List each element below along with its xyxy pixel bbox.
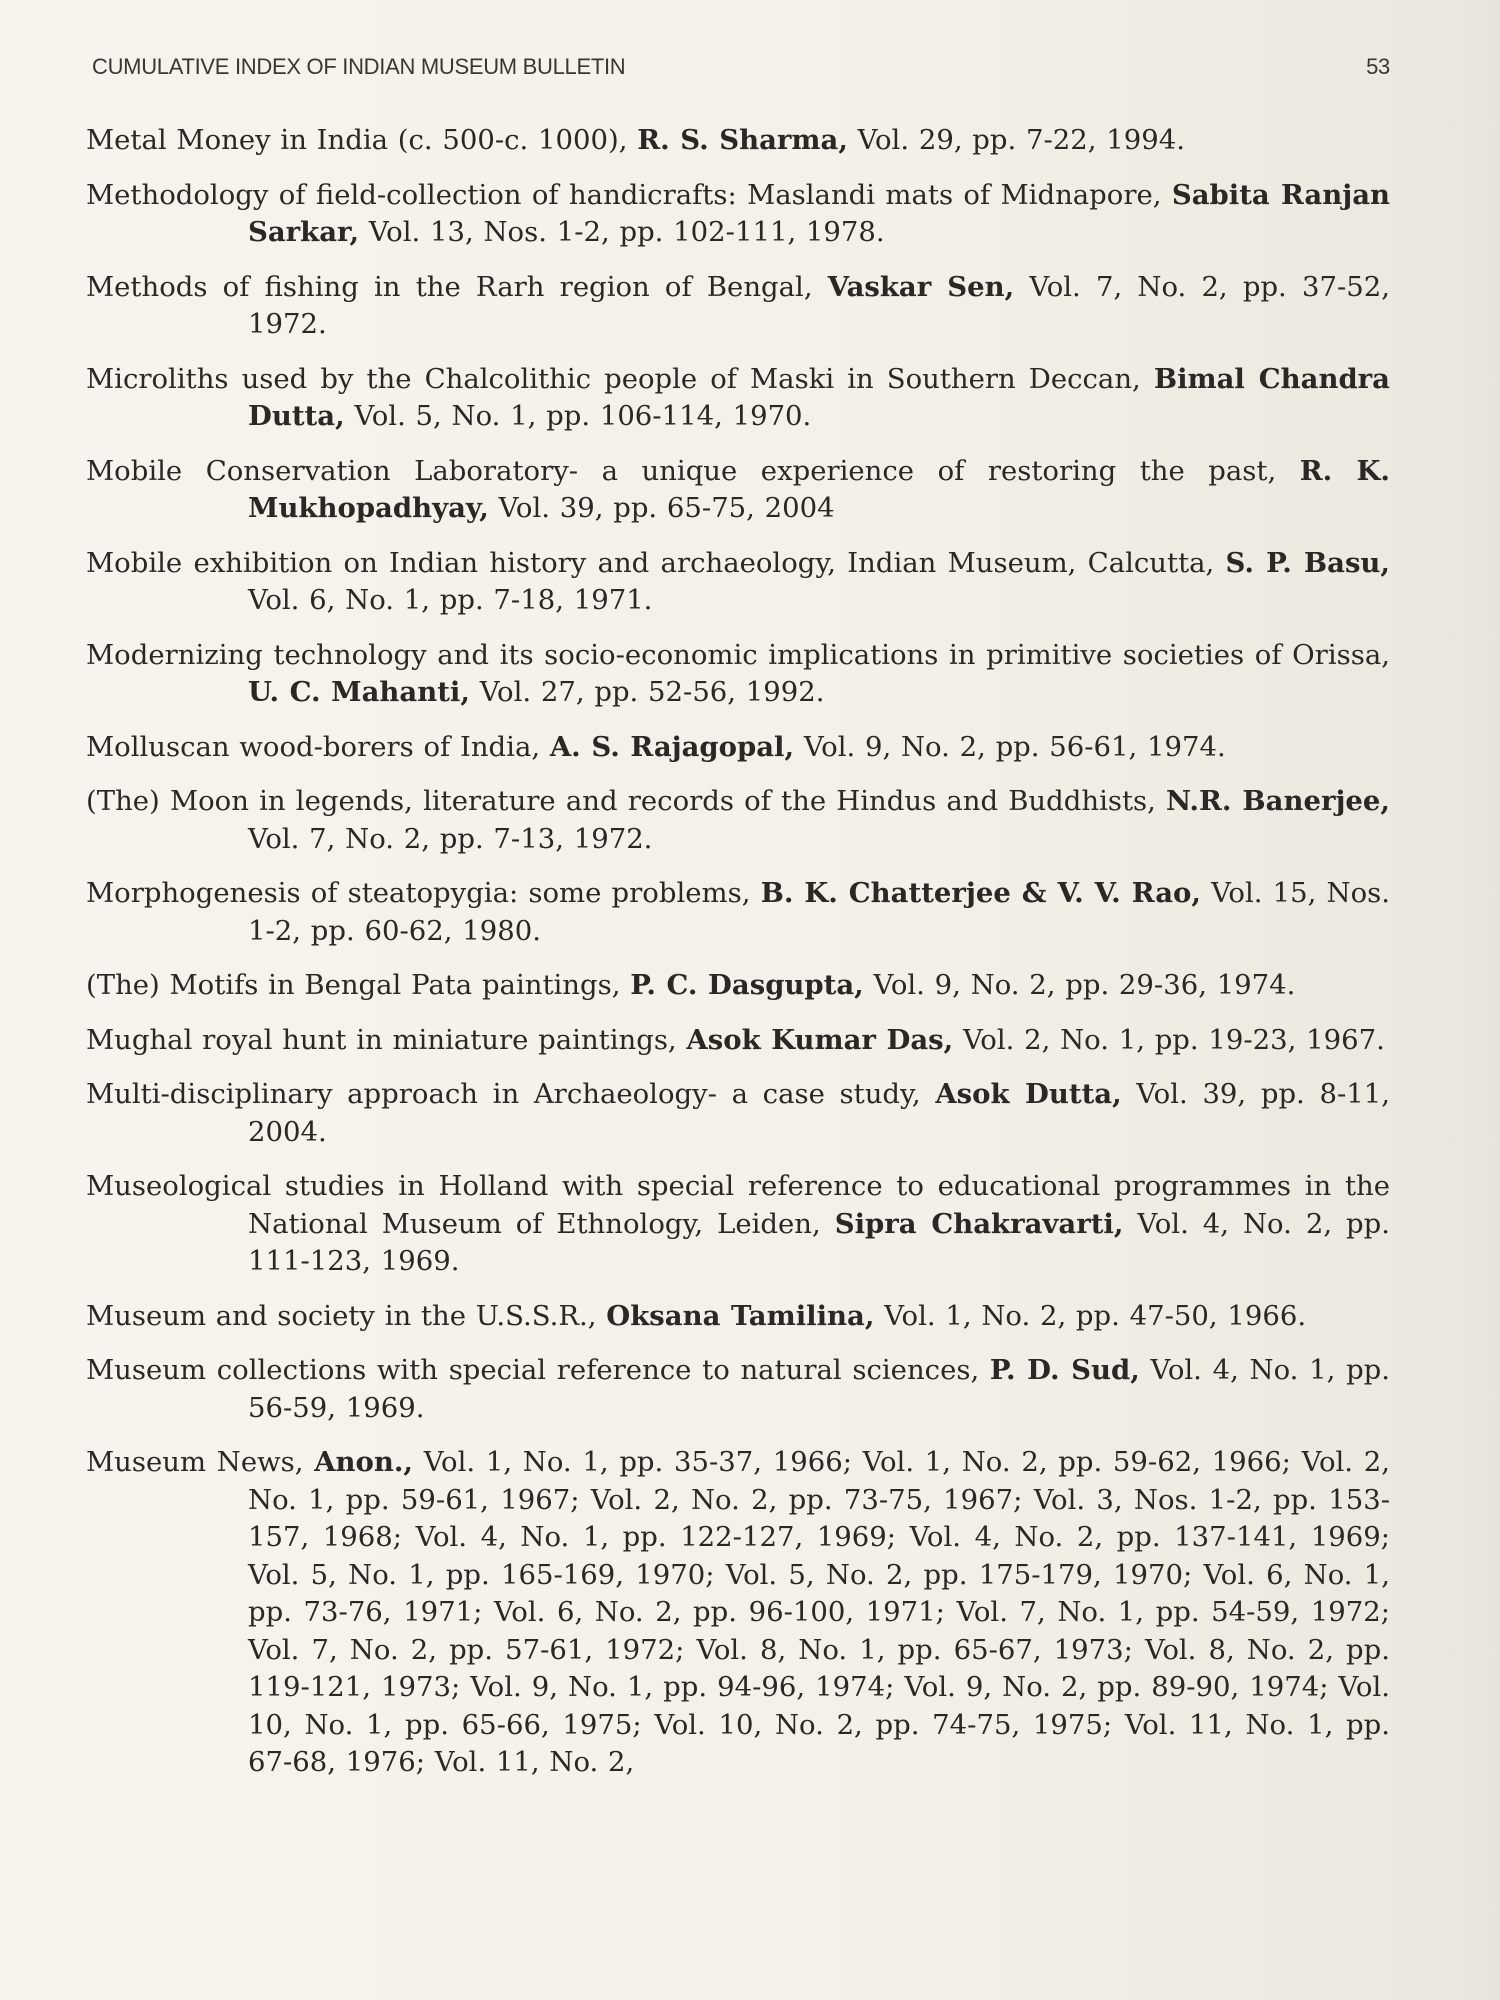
entry-title: Mobile Conservation Laboratory- a unique experience of restoring the past,	[86, 454, 1300, 487]
entry-author: R. S. Sharma,	[637, 124, 848, 156]
entry-reference: Vol. 7, No. 2, pp. 7-13, 1972.	[248, 822, 653, 855]
entry-reference: Vol. 1, No. 2, pp. 47-50, 1966.	[874, 1299, 1307, 1332]
entry-author: P. D. Sud,	[989, 1354, 1140, 1386]
index-entry	[86, 122, 1390, 160]
index-entry	[86, 1168, 1390, 1281]
entry-title: Methods of fishing in the Rarh region of Bengal,	[86, 270, 828, 303]
entry-title: Modernizing technology and its socio-economic implications in primitive societies of Orissa,	[86, 638, 1390, 671]
entry-title: Microliths used by the Chalcolithic people of Maski in Southern Deccan,	[86, 362, 1154, 395]
entry-author: Asok Kumar Das,	[686, 1023, 954, 1056]
entry-author: A. S. Rajagopal,	[549, 730, 795, 763]
entry-author: N.R. Banerjee,	[1166, 785, 1390, 817]
index-entry	[86, 729, 1390, 767]
entry-author: Asok Dutta,	[935, 1078, 1122, 1110]
index-entry	[86, 875, 1390, 950]
entry-reference: Vol. 7, No. 2, pp. 37-52, 1972.	[248, 270, 1390, 340]
entry-reference: Vol. 5, No. 1, pp. 106-114, 1970.	[344, 400, 812, 432]
entry-reference: Vol. 2, No. 1, pp. 19-23, 1967.	[953, 1023, 1385, 1056]
entry-title: Molluscan wood-borers of India,	[86, 730, 550, 763]
entry-title: Mughal royal hunt in miniature paintings,	[86, 1023, 687, 1056]
entry-reference: Vol. 39, pp. 65-75, 2004	[488, 492, 835, 524]
entry-title: Methodology of field-collection of handicrafts: Maslandi mats of Midnapore,	[86, 178, 1172, 211]
entry-reference: Vol. 1, No. 1, pp. 35-37, 1966; Vol. 1, No. 2, pp. 59-62, 1966; Vol. 2, No. 1, pp. 59-61, 1967; Vol. 2, No. 2, pp. 73-75, 1967; Vol. 3, Nos. 1-2, pp. 153-157, 1968; Vol. 4, No. 1, pp. 122-127, 1969; Vol. 4, No. 2, pp. 137-141, 1969; Vol. 5, No. 1, pp. 165-169, 1970; Vol. 5, No. 2, pp. 175-179, 1970; Vol. 6, No. 1, pp. 73-76, 1971; Vol. 6, No. 2, pp. 96-100, 1971; Vol. 7, No. 1, pp. 54-59, 1972; Vol. 7, No. 2, pp. 57-61, 1972; Vol. 8, No. 1, pp. 65-67, 1973; Vol. 8, No. 2, pp. 119-121, 1973; Vol. 9, No. 1, pp. 94-96, 1974; Vol. 9, No. 2, pp. 89-90, 1974; Vol. 10, No. 1, pp. 65-66, 1975; Vol. 10, No. 2, pp. 74-75, 1975; Vol. 11, No. 1, pp. 67-68, 1976; Vol. 11, No. 2,	[248, 1446, 1390, 1778]
index-entry	[86, 1022, 1390, 1060]
index-entry	[86, 1352, 1390, 1427]
index-entry	[86, 177, 1390, 252]
entry-title: Mobile exhibition on Indian history and archaeology, Indian Museum, Calcutta,	[86, 546, 1226, 579]
entry-reference: Vol. 9, No. 2, pp. 29-36, 1974.	[863, 969, 1296, 1001]
entry-author: Bimal Chandra Dutta,	[248, 362, 1390, 432]
entry-reference: Vol. 9, No. 2, pp. 56-61, 1974.	[794, 730, 1226, 763]
entry-author: R. K. Mukhopadhyay,	[248, 454, 1390, 524]
index-entry	[86, 1298, 1390, 1336]
entry-author: S. P. Basu,	[1225, 546, 1390, 579]
running-header	[92, 54, 1390, 80]
entry-reference: Vol. 6, No. 1, pp. 7-18, 1971.	[248, 584, 653, 616]
index-entry	[86, 637, 1390, 712]
entry-title: Multi-disciplinary approach in Archaeology- a case study,	[86, 1078, 936, 1110]
entry-reference: Vol. 4, No. 1, pp. 56-59, 1969.	[248, 1354, 1391, 1424]
entry-author: P. C. Dasgupta,	[630, 969, 864, 1001]
index-entry-list	[86, 122, 1390, 1799]
entry-title: Morphogenesis of steatopygia: some problems,	[86, 877, 761, 909]
entry-title: (The) Moon in legends, literature and records of the Hindus and Buddhists,	[86, 785, 1167, 817]
entry-author: Sabita Ranjan Sarkar,	[248, 178, 1391, 248]
entry-author: U. C. Mahanti,	[248, 676, 470, 708]
page-number: 53	[1366, 54, 1390, 79]
entry-title: (The) Motifs in Bengal Pata paintings,	[86, 969, 631, 1001]
index-entry	[86, 269, 1390, 344]
entry-title: Museum News,	[86, 1446, 315, 1478]
entry-author: B. K. Chatterjee & V. V. Rao,	[760, 877, 1201, 909]
entry-title: Metal Money in India (c. 500-c. 1000),	[86, 124, 638, 156]
index-entry	[86, 1444, 1390, 1782]
index-entry	[86, 453, 1390, 528]
entry-title: Museum and society in the U.S.S.R.,	[86, 1299, 607, 1332]
index-entry	[86, 1076, 1390, 1151]
index-entry	[86, 545, 1390, 620]
index-entry	[86, 967, 1390, 1005]
index-entry	[86, 783, 1390, 858]
entry-reference: Vol. 15, Nos. 1-2, pp. 60-62, 1980.	[248, 877, 1390, 947]
entry-author: Anon.,	[314, 1446, 414, 1478]
entry-reference: Vol. 13, Nos. 1-2, pp. 102-111, 1978.	[359, 216, 885, 248]
index-entry	[86, 361, 1390, 436]
entry-reference: Vol. 4, No. 2, pp. 111-123, 1969.	[248, 1207, 1390, 1277]
entry-reference: Vol. 27, pp. 52-56, 1992.	[469, 676, 825, 708]
entry-author: Vaskar Sen,	[827, 270, 1015, 303]
entry-reference: Vol. 39, pp. 8-11, 2004.	[248, 1078, 1390, 1148]
entry-title: Museum collections with special reference to natural sciences,	[86, 1354, 990, 1386]
entry-author: Oksana Tamilina,	[606, 1299, 875, 1332]
entry-author: Sipra Chakravarti,	[834, 1207, 1124, 1240]
entry-reference: Vol. 29, pp. 7-22, 1994.	[847, 124, 1185, 156]
running-title: CUMULATIVE INDEX OF INDIAN MUSEUM BULLETIN	[92, 54, 626, 79]
entry-title: Museological studies in Holland with special reference to educational programmes in the National Museum of Ethnology, Leiden,	[86, 1170, 1390, 1240]
